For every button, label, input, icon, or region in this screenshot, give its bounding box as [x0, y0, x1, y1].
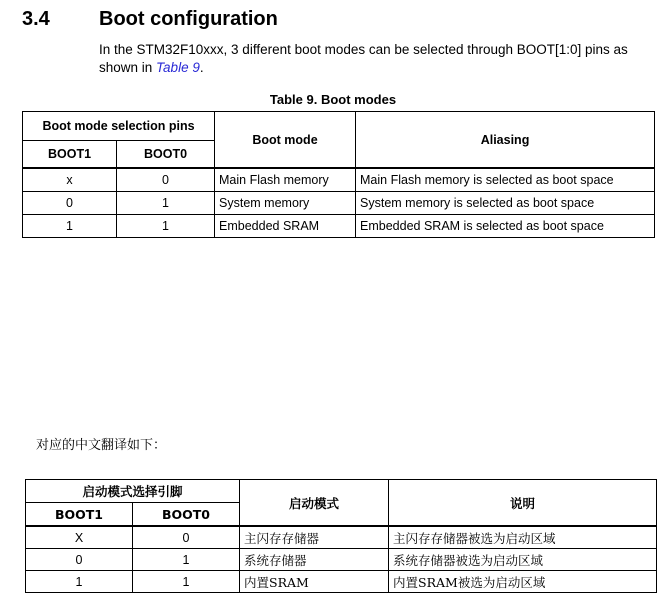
header-boot1: BOOT1	[23, 141, 117, 169]
header-boot0: BOOT0	[133, 503, 240, 527]
cell-boot-mode: 内置SRAM	[240, 571, 389, 593]
cell-boot-mode: Main Flash memory	[215, 168, 356, 192]
header-boot-mode: 启动模式	[240, 480, 389, 527]
cell-boot-mode: 主闪存存储器	[240, 526, 389, 549]
header-boot-selection-pins: Boot mode selection pins	[23, 112, 215, 141]
cell-boot-mode: System memory	[215, 192, 356, 215]
table-row	[23, 168, 655, 192]
cell-boot1: 1	[23, 215, 117, 238]
cell-boot0: 0	[133, 526, 240, 549]
cell-boot-mode: 系统存储器	[240, 549, 389, 571]
translation-note: 对应的中文翻译如下：	[36, 438, 167, 453]
section-number: 3.4	[22, 8, 50, 30]
header-boot0: BOOT0	[117, 141, 215, 169]
header-description: 说明	[389, 480, 657, 527]
cell-aliasing: System memory is selected as boot space	[356, 192, 655, 215]
cell-boot0: 1	[117, 215, 215, 238]
cell-description: 主闪存存储器被选为启动区域	[389, 526, 657, 549]
cell-boot1: x	[23, 168, 117, 192]
cell-aliasing: Embedded SRAM is selected as boot space	[356, 215, 655, 238]
header-aliasing: Aliasing	[356, 112, 655, 169]
intro-paragraph	[99, 41, 651, 77]
cell-boot0: 1	[133, 571, 240, 593]
cell-boot0: 0	[117, 168, 215, 192]
table-row	[26, 549, 657, 571]
table-caption: Table 9. Boot modes	[269, 92, 397, 107]
cell-aliasing: Main Flash memory is selected as boot space	[356, 168, 655, 192]
boot-modes-table-en	[22, 111, 655, 238]
table-row	[26, 571, 657, 593]
cell-description: 系统存储器被选为启动区域	[389, 549, 657, 571]
table-row	[23, 192, 655, 215]
table-row	[23, 215, 655, 238]
intro-end: .	[199, 60, 204, 75]
header-boot-selection-pins: 启动模式选择引脚	[26, 480, 240, 503]
cell-boot1: 0	[26, 549, 133, 571]
cell-boot1: 1	[26, 571, 133, 593]
cell-description: 内置SRAM被选为启动区域	[389, 571, 657, 593]
table-row	[26, 526, 657, 549]
table-9-link[interactable]: Table 9	[156, 60, 200, 75]
header-boot-mode: Boot mode	[215, 112, 356, 169]
section-title: Boot configuration	[99, 8, 278, 30]
boot-modes-table-cn	[25, 479, 657, 593]
cell-boot1: X	[26, 526, 133, 549]
cell-boot0: 1	[117, 192, 215, 215]
header-boot1: BOOT1	[26, 503, 133, 527]
cell-boot0: 1	[133, 549, 240, 571]
intro-text: In the STM32F10xxx, 3 different boot modes can be selected through BOOT[1:0] pins as shown in	[99, 42, 628, 75]
cell-boot1: 0	[23, 192, 117, 215]
cell-boot-mode: Embedded SRAM	[215, 215, 356, 238]
